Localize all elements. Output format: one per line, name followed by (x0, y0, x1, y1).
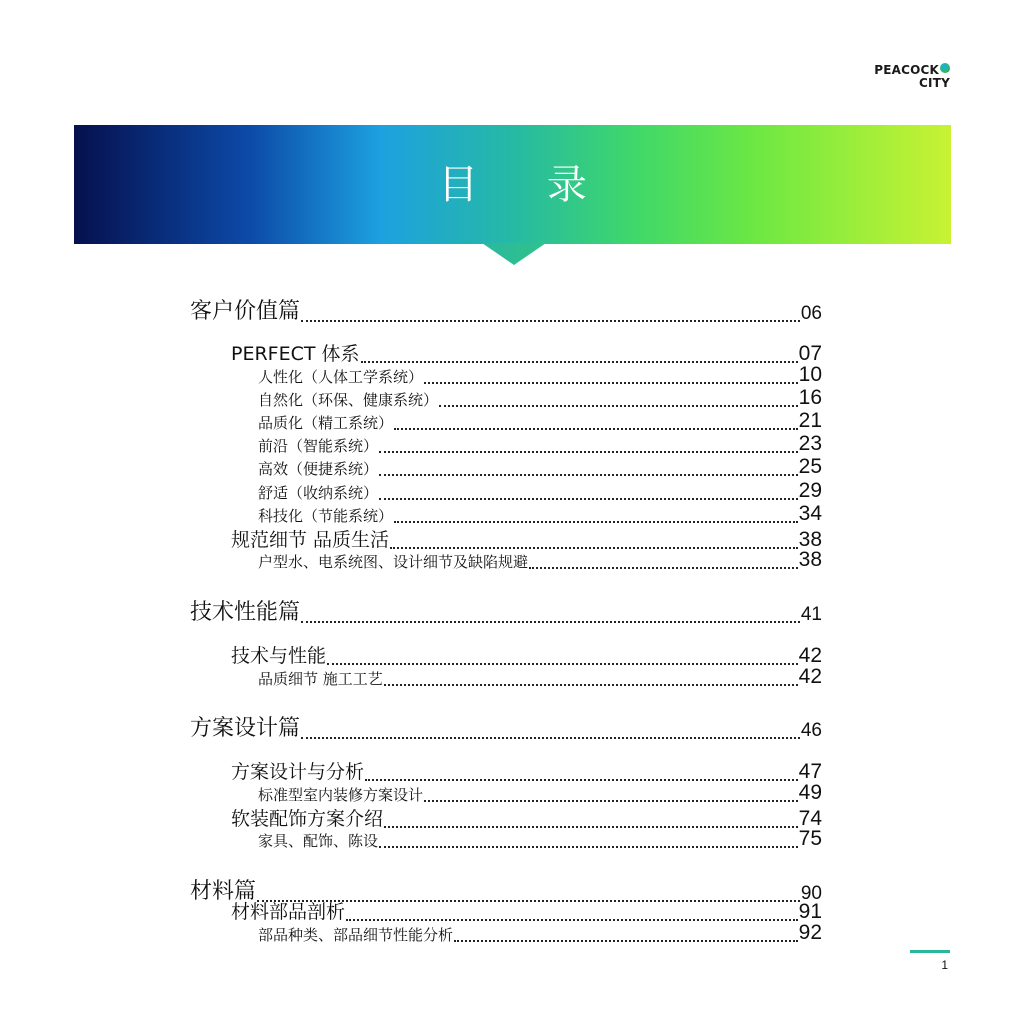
title-banner (74, 125, 951, 244)
peacock-feather-icon (940, 63, 950, 73)
toc-entry-level2[interactable] (231, 339, 822, 366)
toc-entry-page: 06 (800, 303, 822, 324)
toc-entry-label: 舒适（收纳系统） (258, 484, 379, 502)
toc-dot-leader (301, 320, 800, 322)
toc-entry-label: 材料部品剖析 (231, 901, 346, 923)
toc-entry-level1[interactable] (190, 711, 822, 742)
toc-entry-level2[interactable] (231, 897, 822, 924)
toc-entry-label: PERFECT 体系 (231, 343, 360, 365)
toc-entry-level3[interactable] (258, 409, 822, 433)
toc-entry-label: 规范细节 品质生活 (231, 529, 390, 551)
toc-entry-label: 人性化（人体工学系统） (258, 368, 424, 386)
toc-entry-label: 技术性能篇 (190, 600, 301, 625)
page-title: 目 录 (438, 162, 615, 208)
page-number: 1 (941, 958, 948, 972)
toc-entry-level3[interactable] (258, 386, 822, 410)
toc-entry-page: 41 (800, 604, 822, 625)
toc-entry-page: 92 (798, 921, 822, 944)
toc-entry-page: 21 (798, 409, 822, 432)
toc-dot-leader (394, 428, 798, 430)
toc-entry-label: 材料篇 (190, 879, 257, 904)
toc-dot-leader (379, 451, 798, 453)
toc-dot-leader (424, 800, 798, 802)
toc-entry-level3[interactable] (258, 827, 822, 851)
toc-entry-page: 34 (798, 502, 822, 525)
toc-entry-level3[interactable] (258, 455, 822, 479)
toc-entry-page: 90 (800, 883, 822, 904)
toc-entry-label: 高效（便捷系统） (258, 460, 379, 478)
toc-entry-label: 标准型室内装修方案设计 (258, 786, 424, 804)
toc-dot-leader (301, 621, 800, 623)
toc-dot-leader (424, 382, 798, 384)
toc-entry-page: 49 (798, 781, 822, 804)
toc-entry-level3[interactable] (258, 432, 822, 456)
toc-entry-page: 74 (798, 807, 822, 830)
toc-entry-page: 46 (800, 720, 822, 741)
toc-entry-level3[interactable] (258, 921, 822, 945)
toc-dot-leader (379, 474, 798, 476)
toc-entry-level1[interactable] (190, 595, 822, 626)
toc-entry-level3[interactable] (258, 363, 822, 387)
toc-entry-label: 自然化（环保、健康系统） (258, 391, 439, 409)
toc-entry-page: 47 (798, 760, 822, 783)
toc-entry-level3[interactable] (258, 479, 822, 503)
toc-entry-label: 方案设计篇 (190, 716, 301, 741)
toc-entry-level2[interactable] (231, 757, 822, 784)
toc-entry-level3[interactable] (258, 781, 822, 805)
toc-entry-label: 品质化（精工系统） (258, 414, 394, 432)
toc-dot-leader (379, 498, 798, 500)
toc-entry-label: 软装配饰方案介绍 (231, 808, 384, 830)
logo-text-line1: PEACOCK (874, 63, 939, 77)
toc-dot-leader (379, 846, 798, 848)
page-number-accent (910, 950, 950, 953)
toc-entry-level3[interactable] (258, 665, 822, 689)
toc-entry-label: 品质细节 施工工艺 (258, 670, 383, 688)
toc-entry-page: 75 (798, 827, 822, 850)
toc-entry-level1[interactable] (190, 294, 822, 325)
toc-dot-leader (301, 737, 800, 739)
toc-entry-label: 前沿（智能系统） (258, 437, 379, 455)
toc-entry-page: 25 (798, 455, 822, 478)
toc-entry-page: 42 (798, 665, 822, 688)
toc-dot-leader (384, 684, 798, 686)
toc-entry-label: 家具、配饰、陈设 (258, 832, 379, 850)
toc-entry-level3[interactable] (258, 502, 822, 526)
toc-entry-label: 客户价值篇 (190, 299, 301, 324)
toc-entry-label: 部品种类、部品细节性能分析 (258, 926, 454, 944)
toc-dot-leader (394, 521, 798, 523)
toc-entry-label: 户型水、电系统图、设计细节及缺陷规避 (258, 553, 529, 571)
toc-entry-label: 方案设计与分析 (231, 761, 365, 783)
banner-notch (482, 243, 546, 265)
toc-entry-page: 23 (798, 432, 822, 455)
toc-entry-level3[interactable] (258, 548, 822, 572)
toc-entry-label: 技术与性能 (231, 645, 327, 667)
toc-dot-leader (529, 567, 798, 569)
toc-entry-page: 10 (798, 363, 822, 386)
toc-entry-page: 38 (798, 548, 822, 571)
toc-entry-page: 16 (798, 386, 822, 409)
toc-dot-leader (454, 940, 798, 942)
toc-dot-leader (439, 405, 798, 407)
peacock-city-logo (874, 64, 950, 90)
toc-entry-page: 42 (798, 644, 822, 667)
toc-entry-page: 07 (798, 342, 822, 365)
toc-entry-page: 38 (798, 528, 822, 551)
toc-entry-page: 29 (798, 479, 822, 502)
toc-entry-label: 科技化（节能系统） (258, 507, 394, 525)
logo-text-line2: CITY (919, 76, 950, 90)
toc-entry-page: 91 (798, 900, 822, 923)
toc-entry-level2[interactable] (231, 641, 822, 668)
